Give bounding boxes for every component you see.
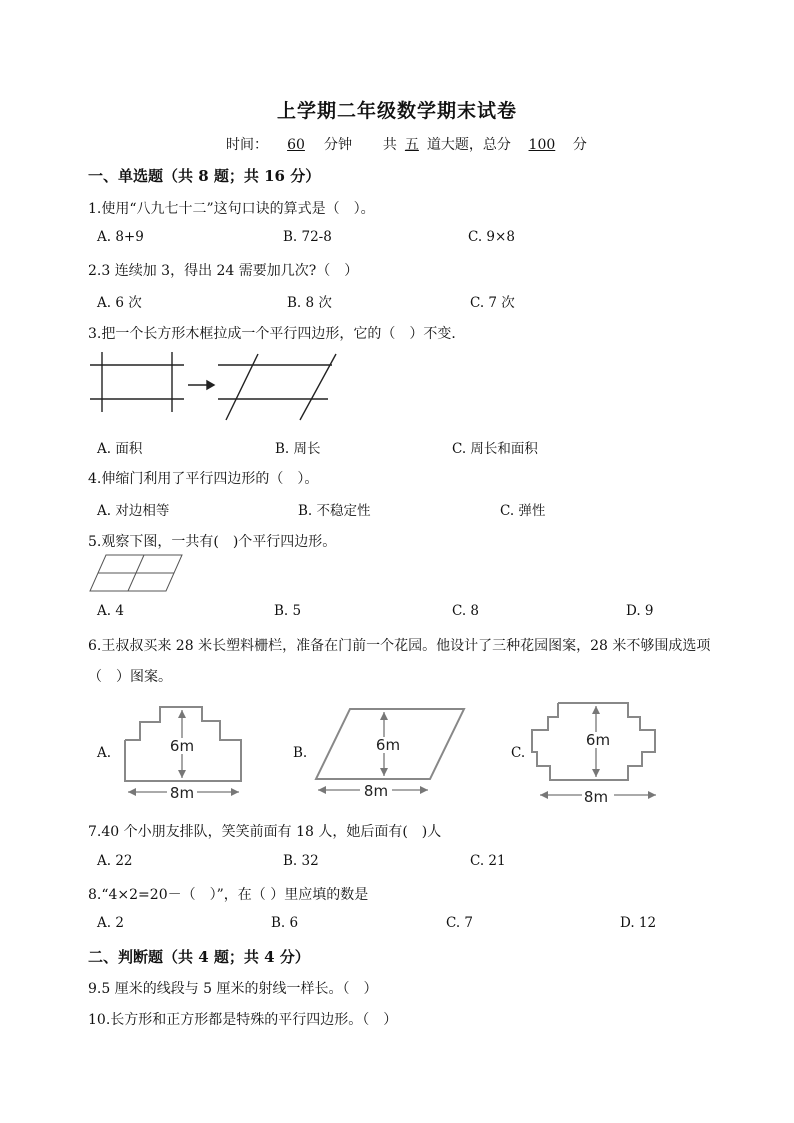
section-title-single-choice: 一、单选题（共 8 题；共 16 分） [88,167,321,185]
garden-shape-b-figure [312,706,472,802]
count-suffix: 道大题，总分 [426,137,511,153]
garden-shape-c-figure [530,700,660,808]
total-score: 100 [528,137,556,153]
q6-option-b[interactable]: B. [293,745,308,761]
question-6-line-2: （ ）图案。 [88,669,172,685]
gong-label: 共 [382,137,397,153]
shape-c-height-label: 6m [585,731,611,749]
q6-option-c[interactable]: C. [511,745,526,761]
shape-a-width-label: 8m [169,784,195,802]
rectangle-to-parallelogram-figure [88,352,348,422]
shape-b-width-label: 8m [363,782,389,800]
question-9: 9.5 厘米的线段与 5 厘米的射线一样长。（ ） [88,981,378,997]
q4-option-a[interactable]: A. 对边相等 [97,503,170,519]
q8-option-a[interactable]: A. 2 [97,915,124,931]
parallelogram-grid-figure [88,554,188,594]
q5-option-c[interactable]: C. 8 [452,603,480,619]
q2-option-b[interactable]: B. 8 次 [287,295,332,311]
q2-option-c[interactable]: C. 7 次 [470,295,515,311]
question-7: 7.40 个小朋友排队，笑笑前面有 18 人，她后面有( )人 [88,824,442,840]
question-5: 5.观察下图，一共有( )个平行四边形。 [88,534,337,550]
q6-option-a[interactable]: A. [97,745,112,761]
question-2: 2.3 连续加 3，得出 24 需要加几次?（ ） [88,263,359,279]
question-3: 3.把一个长方形木框拉成一个平行四边形，它的（ ）不变． [88,326,466,342]
shape-b-height-label: 6m [375,736,401,754]
q3-option-b[interactable]: B. 周长 [275,441,321,457]
time-value: 60 [287,137,305,153]
question-10: 10.长方形和正方形都是特殊的平行四边形。（ ） [88,1012,398,1028]
q3-option-c[interactable]: C. 周长和面积 [452,441,538,457]
q7-option-c[interactable]: C. 21 [470,853,506,869]
q5-option-d[interactable]: D. 9 [626,603,654,619]
q3-option-a[interactable]: A. 面积 [97,441,143,457]
question-4: 4.伸缩门利用了平行四边形的（ ）。 [88,471,319,487]
exam-meta [226,134,587,154]
question-6-line-1: 6.王叔叔买来 28 米长塑料栅栏，准备在门前一个花园。他设计了三种花园图案，28 米不够围成选项 [88,638,711,654]
q7-option-a[interactable]: A. 22 [97,853,133,869]
shape-c-width-label: 8m [583,788,609,806]
question-count: 五 [404,137,419,153]
score-unit: 分 [572,137,587,153]
q4-option-c[interactable]: C. 弹性 [500,503,546,519]
section-title-judgement: 二、判断题（共 4 题；共 4 分） [88,948,310,966]
q4-option-b[interactable]: B. 不稳定性 [298,503,371,519]
q5-option-b[interactable]: B. 5 [274,603,302,619]
q8-option-b[interactable]: B. 6 [271,915,299,931]
question-1: 1.使用“八九七十二”这句口诀的算式是（ ）。 [88,201,375,217]
q2-option-a[interactable]: A. 6 次 [97,295,142,311]
q1-option-a[interactable]: A. 8+9 [97,229,144,245]
question-8: 8.“4×2=20－（ ）”，在（ ）里应填的数是 [88,887,369,903]
exam-title: 上学期二年级数学期末试卷 [276,100,517,122]
q8-option-d[interactable]: D. 12 [620,915,657,931]
q7-option-b[interactable]: B. 32 [283,853,319,869]
q5-option-a[interactable]: A. 4 [97,603,124,619]
shape-a-height-label: 6m [169,737,195,755]
q1-option-c[interactable]: C. 9×8 [468,229,515,245]
garden-shape-a-figure [120,704,250,804]
q1-option-b[interactable]: B. 72-8 [283,229,332,245]
time-unit: 分钟 [324,137,352,153]
time-label: 时间： [226,137,268,153]
q8-option-c[interactable]: C. 7 [446,915,474,931]
